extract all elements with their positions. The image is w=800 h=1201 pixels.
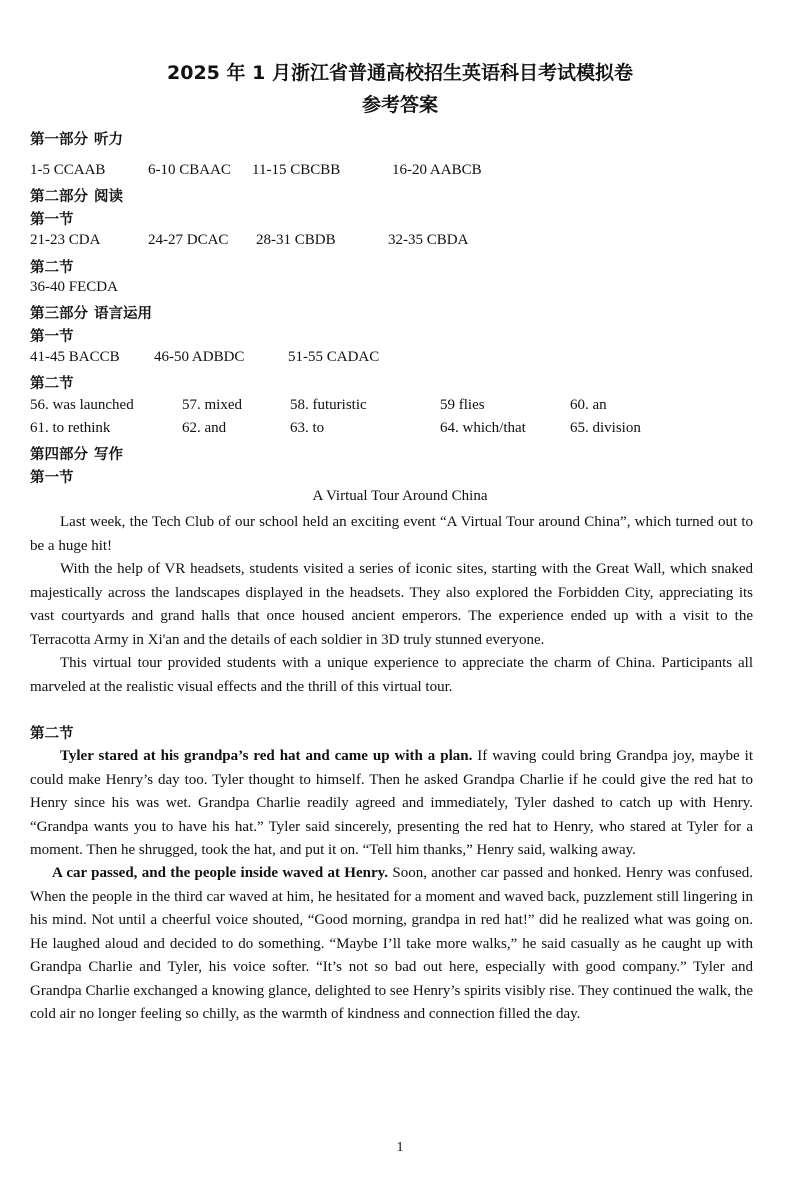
answer-group: 51-55 CADAC <box>288 349 380 365</box>
answer-group: 11-15 CBCBB <box>252 162 341 178</box>
essay-paragraph: Last week, the Tech Club of our school held an exciting event “A Virtual Tour around China”, which turned out to be a huge hit! <box>30 514 753 554</box>
part4-subject: 写作 <box>94 447 123 463</box>
part3-section2-answer-row-1 <box>30 397 770 417</box>
blank-answer: 58. futuristic <box>290 397 367 413</box>
part1-answer-row <box>30 162 770 182</box>
continuation-lead-sentence: Tyler stared at his grandpa’s red hat and came up with a plan. <box>60 748 473 764</box>
blank-answer: 57. mixed <box>182 397 242 413</box>
blank-answer: 56. was launched <box>30 397 134 413</box>
continuation-body: Soon, another car passed and honked. Henry was confused. When the people in the third car waved at him, he hesitated for a moment and waved back, puzzlement still lingering in his mind. Not until a cheerful voice shouted, “Good morning, grandpa in red hat!” did he realized what was going on. He laughed aloud and decided to do something. “Maybe I’ll take more walks,” he said casually as he caught up with Grandpa Charlie and Tyler, his voice softer. “It’s not so bad out here, especially with good company.” Tyler and Grandpa Charlie exchanged a knowing glance, delighted to see Henry’s spirits visibly rise. They continued the walk, the cold air no longer feeling so chilly, as the warmth of kindness and connection filled the day. <box>30 865 753 1022</box>
continuation-lead-sentence: A car passed, and the people inside waved at Henry. <box>52 865 389 881</box>
part1-label: 第一部分 <box>30 132 88 148</box>
part4-heading <box>30 443 123 464</box>
part2-heading <box>30 185 123 206</box>
part3-subject: 语言运用 <box>94 306 152 322</box>
answer-group: 36-40 FECDA <box>30 279 118 295</box>
part2-label: 第二部分 <box>30 189 88 205</box>
continuation-paragraph-1 <box>30 745 753 863</box>
answer-group: 46-50 ADBDC <box>154 349 245 365</box>
part1-subject: 听力 <box>94 132 123 148</box>
blank-answer: 59 flies <box>440 397 485 413</box>
blank-answer: 61. to rethink <box>30 420 111 436</box>
part3-section2-answer-row-2 <box>30 420 770 440</box>
blank-answer: 62. and <box>182 420 227 436</box>
part2-section2-answer-row <box>30 279 770 299</box>
part4-section2-label: 第二节 <box>30 726 74 742</box>
continuation-paragraph-2 <box>30 862 753 1027</box>
part3-label: 第三部分 <box>30 306 88 322</box>
answer-group: 41-45 BACCB <box>30 349 120 365</box>
answer-group: 16-20 AABCB <box>392 162 482 178</box>
part2-subject: 阅读 <box>94 189 123 205</box>
part1-heading <box>30 128 123 149</box>
answer-group: 32-35 CBDA <box>388 232 469 248</box>
answer-group: 24-27 DCAC <box>148 232 229 248</box>
answer-group: 21-23 CDA <box>30 232 101 248</box>
part3-section2-label: 第二节 <box>30 376 74 392</box>
part2-section2-label: 第二节 <box>30 260 74 276</box>
part3-heading <box>30 302 152 323</box>
blank-answer: 64. which/that <box>440 420 526 436</box>
answer-group: 6-10 CBAAC <box>148 162 231 178</box>
essay-title: A Virtual Tour Around China <box>312 488 488 504</box>
part2-section1-answer-row <box>30 232 770 252</box>
exam-title: 2025 年 1 月浙江省普通高校招生英语科目考试模拟卷 <box>167 62 633 84</box>
answer-group: 28-31 CBDB <box>256 232 336 248</box>
blank-answer: 63. to <box>290 420 325 436</box>
blank-answer: 60. an <box>570 397 607 413</box>
part3-section1-answer-row <box>30 349 770 369</box>
part3-section1-label: 第一节 <box>30 329 74 345</box>
part4-label: 第四部分 <box>30 447 88 463</box>
part4-section1-label: 第一节 <box>30 470 74 486</box>
essay-paragraph: With the help of VR headsets, students visited a series of iconic sites, starting with the Great Wall, which snaked majestically across the landscapes displayed in the headsets. They also explored the Forbidden City, appreciating its vast courtyards and grand halls that once housed ancient emperors. The experience ended up with a visit to the Terracotta Army in Xi'an and the details of each soldier in 3D truly stunned everyone. <box>30 561 753 648</box>
part2-section1-label: 第一节 <box>30 212 74 228</box>
essay-paragraph: This virtual tour provided students with a unique experience to appreciate the charm of China. Participants all marveled at the realistic visual effects and the thrill of this virtual tour. <box>30 655 753 695</box>
blank-answer: 65. division <box>570 420 641 436</box>
answer-group: 1-5 CCAAB <box>30 162 106 178</box>
answer-key-title: 参考答案 <box>361 94 438 116</box>
continuation-body: If waving could bring Grandpa joy, maybe it could make Henry’s day too. Tyler thought to himself. Then he asked Grandpa Charlie if he could give the red hat to Henry since his was wet. Grandpa Charlie readily agreed and immediately, Tyler dashed to catch up with Henry. “Grandpa wants you to have his hat.” Tyler said sincerely, presenting the red hat to Henry, who stared at Tyler for a moment. Then he shrugged, took the hat, and put it on. “Tell him thanks,” Henry said, walking away. <box>30 748 753 858</box>
page-number: 1 <box>396 1140 404 1155</box>
